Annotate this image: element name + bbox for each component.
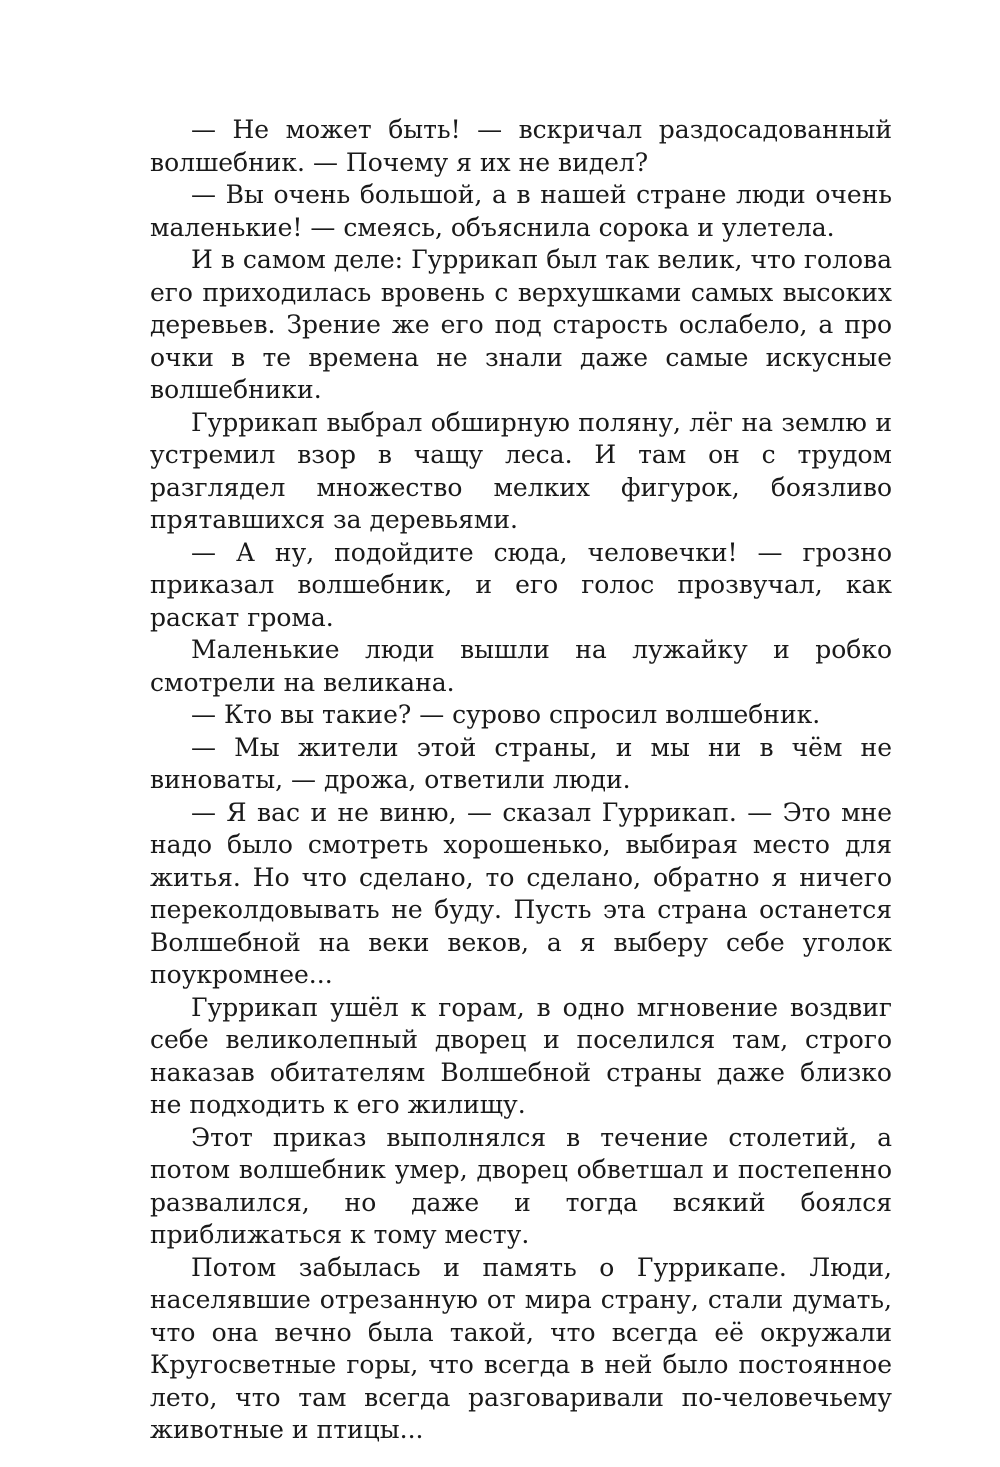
paragraph: — Я вас и не виню, — сказал Гуррикап. — Это мне надо было смотреть хорошенько, выбирая место для житья. Но что сделано, то сделано, обратно я ничего переколдовывать не буду. Пусть эта страна останется Волшебной на веки веков, а я выберу себе уголок поукромнее... bbox=[150, 797, 892, 989]
paragraph: — Мы жители этой страны, и мы ни в чём не виноваты, — дрожа, ответили люди. bbox=[150, 732, 892, 794]
paragraph: И в самом деле: Гуррикап был так велик, что голова его приходилась вровень с верхушками самых высоких деревьев. Зрение же его под старость ослабело, а про очки в те времена не знали даже самые искусные волшебники. bbox=[150, 245, 892, 404]
paragraph: Гуррикап выбрал обширную поляну, лёг на землю и устремил взор в чащу леса. И там он с трудом разглядел множество мелких фигурок, боязливо прятавшихся за деревьями. bbox=[150, 407, 892, 534]
page-body bbox=[150, 114, 892, 1447]
paragraph: — Кто вы такие? — сурово спросил волшебник. bbox=[191, 700, 821, 729]
paragraph: Потом забылась и память о Гуррикапе. Люди, населявшие отрезанную от мира страну, стали думать, что она вечно была такой, что всегда её окружали Кругосветные горы, что всегда в ней было постоянное лето, что там всегда разговаривали по-человечьему животные и птицы... bbox=[150, 1252, 892, 1444]
paragraph: — Не может быть! — вскричал раздосадованный волшебник. — Почему я их не видел? bbox=[150, 115, 892, 177]
paragraph: Маленькие люди вышли на лужайку и робко смотрели на великана. bbox=[150, 635, 892, 697]
paragraph: — Вы очень большой, а в нашей стране люди очень маленькие! — смеясь, объяснила сорока и улетела. bbox=[150, 180, 892, 242]
paragraph: Гуррикап ушёл к горам, в одно мгновение воздвиг себе великолепный дворец и поселился там, строго наказав обитателям Волшебной страны даже близко не подходить к его жилищу. bbox=[150, 992, 892, 1119]
paragraph: Этот приказ выполнялся в течение столетий, а потом волшебник умер, дворец обветшал и постепенно развалился, но даже и тогда всякий боялся приближаться к тому месту. bbox=[150, 1122, 892, 1249]
paragraph: — А ну, подойдите сюда, человечки! — грозно приказал волшебник, и его голос прозвучал, как раскат грома. bbox=[150, 537, 892, 632]
